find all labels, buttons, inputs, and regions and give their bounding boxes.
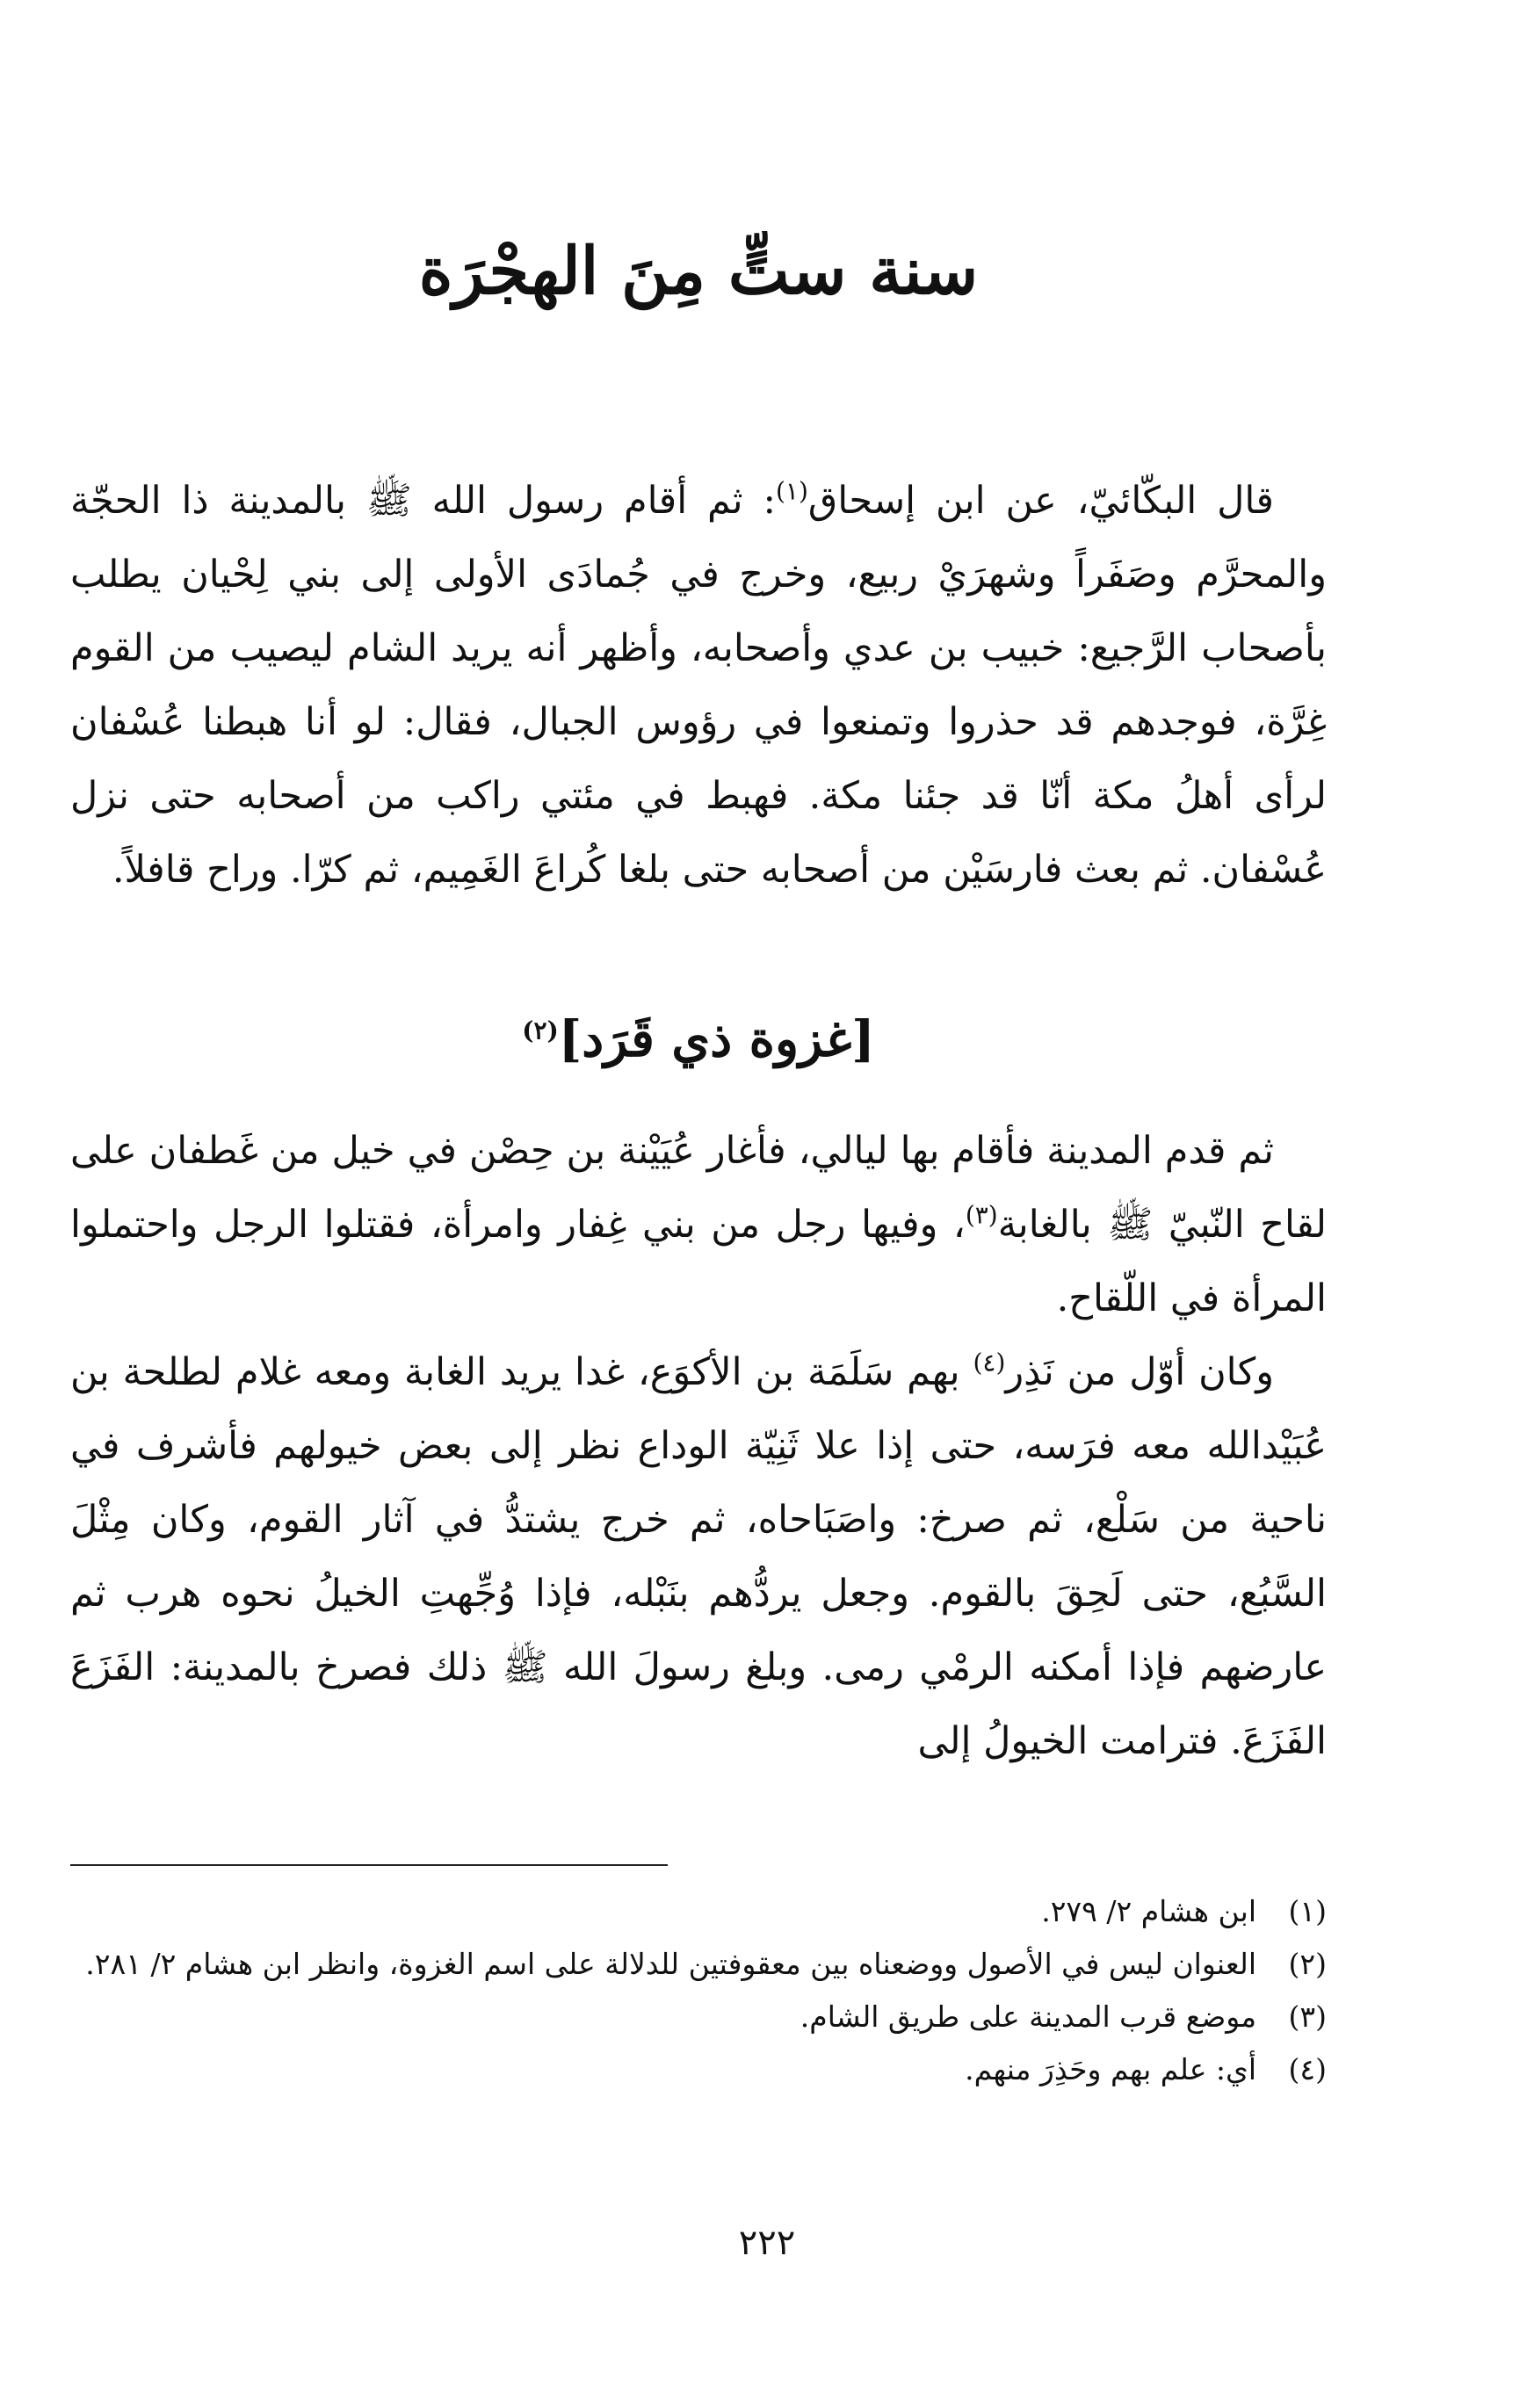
footnote-number: (٤) xyxy=(1288,2052,1327,2086)
footnote-number: (٢) xyxy=(1288,1947,1327,1981)
paragraph-2 xyxy=(70,1114,1327,1335)
paragraph-3 xyxy=(70,1335,1327,1778)
page-number: ٢٢٢ xyxy=(738,2223,796,2263)
footnote-ref-1[interactable]: (١) xyxy=(775,476,808,506)
footnote-number: (٣) xyxy=(1288,1999,1327,2034)
paragraph-3-text-a: وكان أوّل من نَذِر xyxy=(1005,1350,1274,1394)
footnote-ref-4[interactable]: (٤) xyxy=(973,1348,1006,1378)
paragraph-1-text-a: قال البكّائيّ، عن ابن إسحاق xyxy=(807,479,1274,523)
footnote-text: ابن هشام ٢/ ٢٧٩. xyxy=(1041,1894,1256,1928)
footnotes xyxy=(70,1889,1327,2100)
section-heading xyxy=(70,1010,1327,1068)
paragraph-1-text-b: : ثم أقام رسول الله ﷺ بالمدينة ذا الحجّة والمحرَّم وصَفَراً وشهرَيْ ربيع، وخرج في جُمادَى الأولى إلى بني لِحْيان يطلب بأصحاب الرَّجيع: خبيب بن عدي وأصحابه، وأظهر أنه يريد الشام ليصيب من القوم غِرَّة، فوجدهم قد حذروا وتمنعوا في رؤوس الجبال، فقال: لو أنا هبطنا عُسْفان لرأى أهلُ مكة أنّا قد جئنا مكة. فهبط في مئتي راكب من أصحابه حتى نزل عُسْفان. ثم بعث فارسَيْن من أصحابه حتى بلغا كُراعَ الغَمِيم، ثم كرّا. وراح قافلاً. xyxy=(70,479,1327,892)
footnote-item xyxy=(70,1942,1327,1987)
footnote-item xyxy=(70,1994,1327,2040)
footnote-text: أي: علم بهم وحَذِرَ منهم. xyxy=(965,2052,1256,2086)
section-heading-text: [غزوة ذي قَرَد] xyxy=(558,1010,875,1068)
paragraph-1 xyxy=(70,464,1327,907)
footnote-text: موضع قرب المدينة على طريق الشام. xyxy=(800,1999,1256,2034)
footnote-number: (١) xyxy=(1288,1894,1327,1928)
footnote-ref-2[interactable]: (٢) xyxy=(522,1016,559,1045)
footnote-text: العنوان ليس في الأصول ووضعناه بين معقوفتين للدلالة على اسم الغزوة، وانظر ابن هشام ٢/ ٢٨١. xyxy=(85,1947,1256,1981)
paragraph-2-text-a: ثم قدم المدينة فأقام بها ليالي، فأغار عُيَيْنة بن حِصْن في خيل من غَطفان على لقاح النّبيّ ﷺ بالغابة xyxy=(70,1129,1328,1247)
paragraph-2-text-b: ، وفيها رجل من بني غِفار وامرأة، فقتلوا الرجل واحتملوا المرأة في اللّقاح. xyxy=(70,1203,1327,1320)
chapter-title: سنة ستٍّ مِنَ الهجْرَة xyxy=(418,234,979,309)
footnote-item xyxy=(70,2047,1327,2093)
paragraph-3-text-b: بهم سَلَمَة بن الأكوَع، غدا يريد الغابة ومعه غلام لطلحة بن عُبَيْدالله معه فرَسه، حتى إذا علا ثَنِيّة الوداع نظر إلى بعض خيولهم فأشرف في ناحية من سَلْع، ثم صرخ: واصَبَاحاه، ثم خرج يشتدُّ في آثار القوم، وكان مِثْلَ السَّبُع، حتى لَحِقَ بالقوم. وجعل يردُّهم بنَبْله، فإذا وُجِّهتِ الخيلُ نحوه هرب ثم عارضهم فإذا أمكنه الرمْي رمى. وبلغ رسولَ الله ﷺ ذلك فصرخ بالمدينة: الفَزَعَ الفَزَعَ. فترامت الخيولُ إلى xyxy=(70,1350,1327,1763)
footnote-divider xyxy=(70,1864,668,1866)
footnote-item xyxy=(70,1889,1327,1934)
footnote-ref-3[interactable]: (٣) xyxy=(965,1200,998,1230)
